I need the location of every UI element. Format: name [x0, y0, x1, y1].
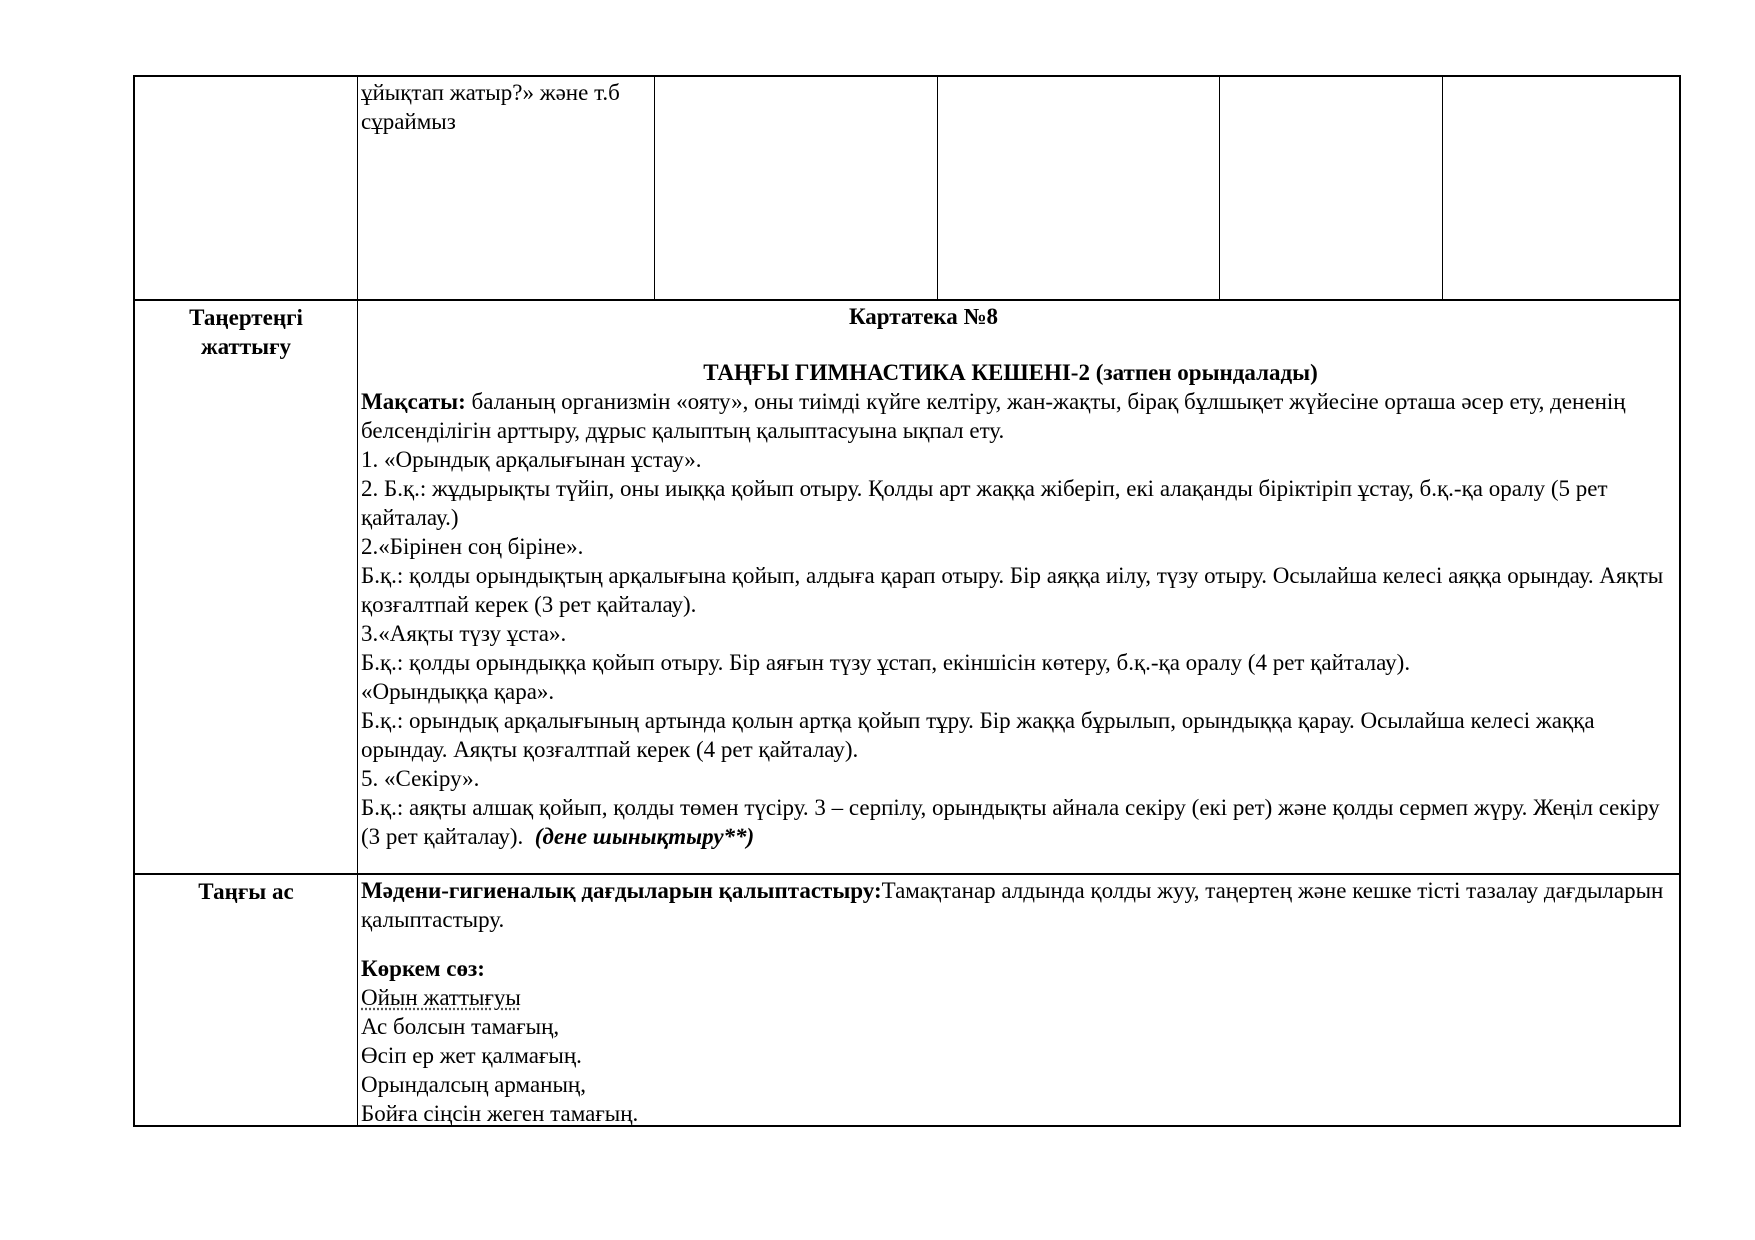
- label-breakfast: Таңғы ас: [198, 879, 294, 904]
- spacer: [361, 934, 1676, 954]
- row-label-empty: [135, 77, 357, 299]
- exercise-line-last: [361, 793, 1676, 851]
- exercise-line: Б.қ.: қолды орындықтың арқалығына қойып, алдыға қарап отыру. Бір аяққа иілу, түзу отыру. Осылайша келесі аяққа орындау. Аяқты қозғалтпай керек (3 рет қайталау).: [361, 563, 1664, 617]
- card-title: Картатека №8: [848, 304, 999, 329]
- continuation-line-2: сұраймыз: [361, 109, 456, 134]
- continuation-line-1: ұйықтап жатыр?» және т.б: [361, 80, 620, 105]
- poem-title-text: Ойын жаттығуы: [361, 985, 521, 1010]
- gymnastics-title: ТАҢҒЫ ГИМНАСТИКА КЕШЕНІ-2 (затпен орындалады): [703, 360, 1318, 385]
- goal-label: Мақсаты:: [361, 389, 466, 414]
- poem-line: Өсіп ер жет қалмағың.: [361, 1043, 582, 1068]
- poem-line: Бойға сіңсін жеген тамағың.: [361, 1101, 639, 1126]
- empty-cell: [937, 77, 1219, 299]
- poem-title: [361, 983, 1676, 1012]
- exercise-line: 5. «Секіру».: [361, 766, 480, 791]
- empty-cell: [1442, 77, 1679, 299]
- exercise-line: 1. «Орындық арқалығынан ұстау».: [361, 447, 702, 472]
- habits-text: Тамақтанар алдында қолды жуу, таңертең және кешке тісті тазалау дағдыларын қалыптастыру.: [361, 878, 1664, 932]
- poem-line: Орындалсың арманың,: [361, 1072, 586, 1097]
- exercise-last-text: Б.қ.: аяқты алшақ қойып, қолды төмен түсіру. 3 – серпілу, орындықты айнала секіру (екі рет) және қолды сермеп жүру. Жеңіл секіру (3 рет қайталау).: [361, 795, 1660, 849]
- label-line-2: жаттығу: [200, 334, 292, 359]
- exercise-line: 2.«Бірінен соң біріне».: [361, 534, 584, 559]
- habits-label: Мәдени-гигиеналық дағдыларын қалыптастыру:: [361, 878, 882, 903]
- goal-paragraph: [361, 387, 1676, 445]
- table-row-continuation: [135, 77, 1679, 299]
- artistic-word-label: Көркем сөз:: [361, 956, 485, 981]
- empty-cell: [654, 77, 937, 299]
- continuation-text-cell: [357, 77, 654, 299]
- row-label-morning-exercise: [135, 301, 357, 873]
- schedule-table: [133, 75, 1681, 1127]
- physical-education-note: (дене шынықтыру**): [534, 824, 755, 849]
- row-label-breakfast: [135, 875, 357, 1125]
- exercise-line: 2. Б.қ.: жұдырықты түйіп, оны иыққа қойып отыру. Қолды арт жаққа жіберіп, екі алақанды біріктіріп ұстау, б.қ.-қа оралу (5 рет қайталау.): [361, 476, 1608, 530]
- label-line-1: Таңертеңгі: [189, 305, 303, 330]
- exercise-line: «Орындыққа қара».: [361, 679, 555, 704]
- exercise-line: Б.қ.: қолды орындыққа қойып отыру. Бір аяғын түзу ұстап, екіншісін көтеру, б.қ.-қа оралу (4 рет қайталау).: [361, 650, 1411, 675]
- empty-cell: [1219, 77, 1442, 299]
- table-row-breakfast: [135, 873, 1679, 1125]
- poem-line: Ас болсын тамағың,: [361, 1014, 560, 1039]
- table-row-morning-exercise: [135, 299, 1679, 873]
- exercise-line: Б.қ.: орындық арқалығының артында қолын артқа қойып тұру. Бір жаққа бұрылып, орындыққа қарау. Осылайша келесі жаққа орындау. Аяқты қозғалтпай керек (4 рет қайталау).: [361, 708, 1595, 762]
- exercise-line: 3.«Аяқты түзу ұста».: [361, 621, 567, 646]
- breakfast-content: [357, 875, 1679, 1125]
- goal-text: баланың организмін «ояту», оны тиімді күйге келтіру, жан-жақты, бірақ бұлшықет жүйесіне орташа әсер ету, дененің белсенділігін арттыру, дұрыс қалыптың қалыптасуына ықпал ету.: [361, 389, 1626, 443]
- habits-paragraph: [361, 876, 1676, 934]
- morning-exercise-content: [357, 301, 1679, 873]
